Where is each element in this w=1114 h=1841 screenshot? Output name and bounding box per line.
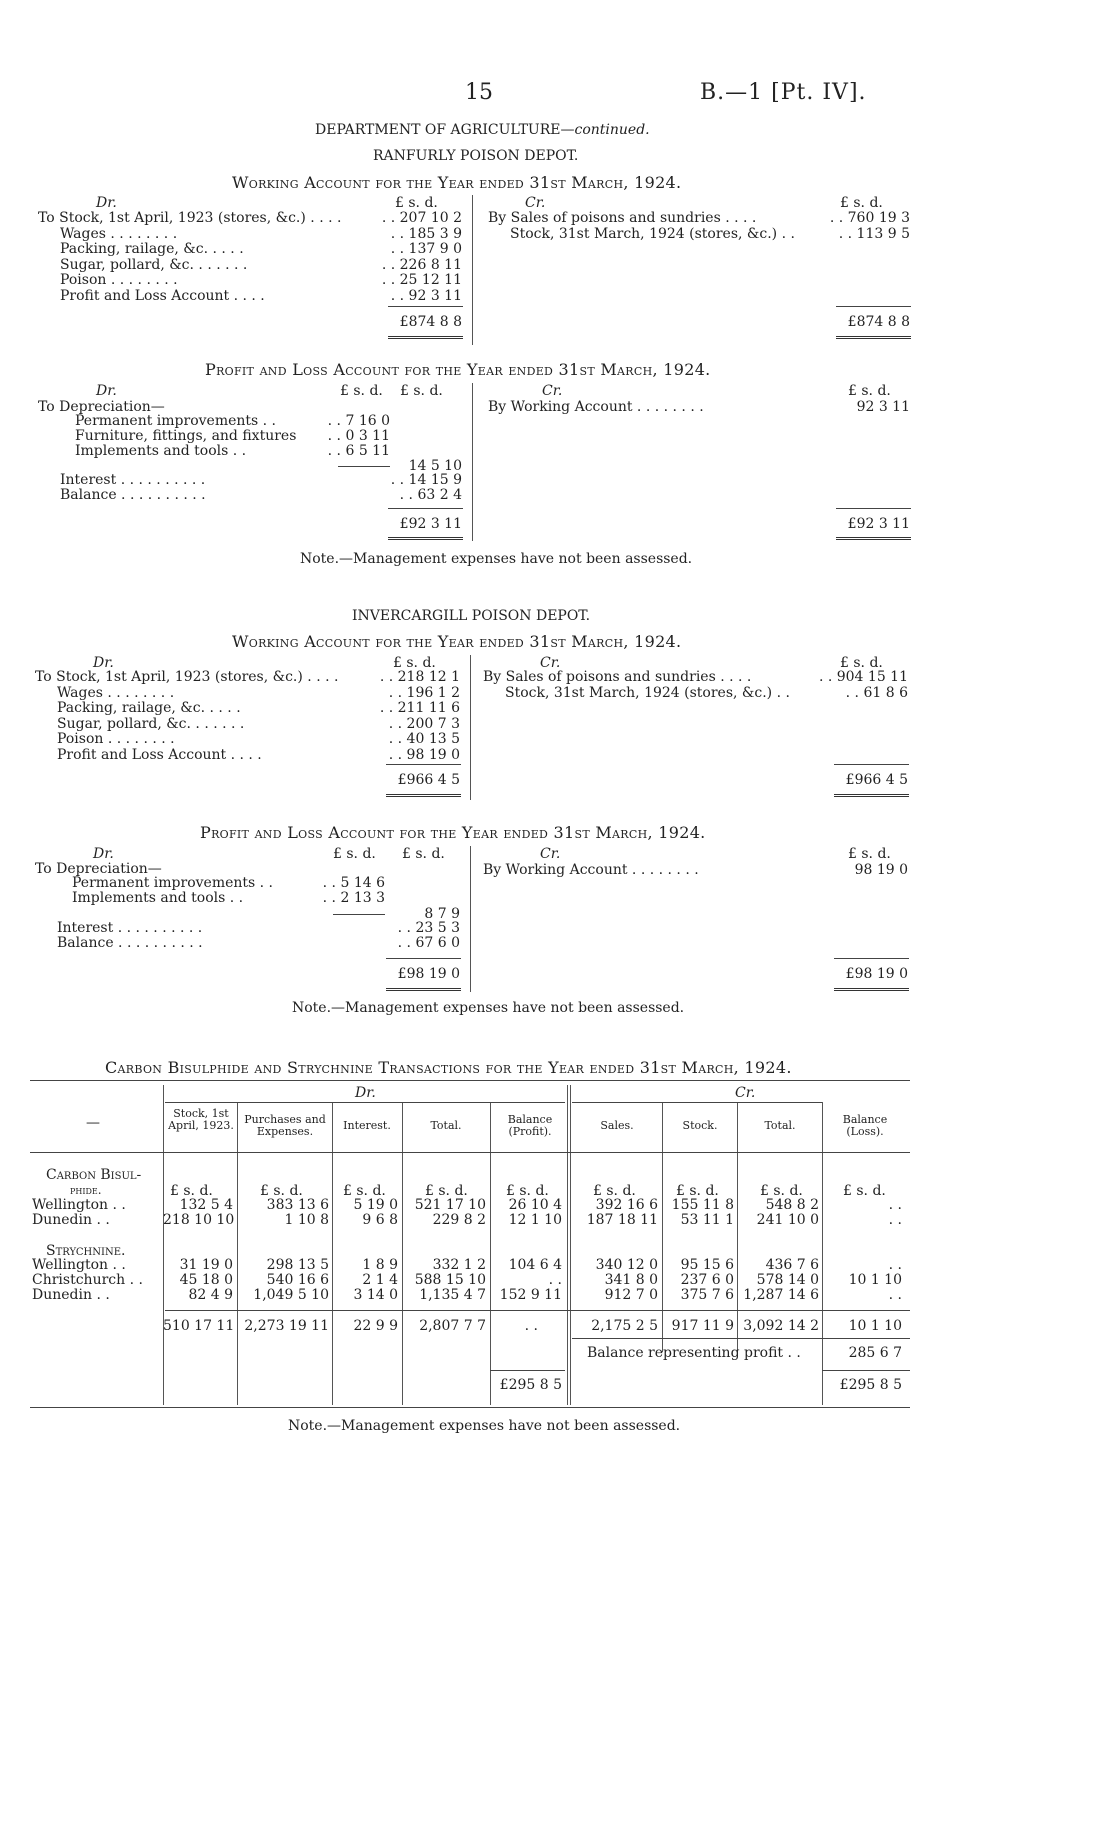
department-title-continued: continued. xyxy=(574,122,650,138)
dr-amount: . . 98 19 0 xyxy=(388,746,460,763)
cell: . . xyxy=(888,1257,902,1273)
rule xyxy=(388,508,463,509)
double-rule xyxy=(388,537,463,540)
cr-items xyxy=(488,211,795,242)
double-rule xyxy=(386,988,461,991)
double-rule xyxy=(386,794,461,797)
total-balance-loss: 10 1 10 xyxy=(848,1318,902,1334)
col-balance-loss xyxy=(822,1198,902,1303)
dr-amount: . . 185 3 9 xyxy=(390,225,462,242)
rule xyxy=(834,958,909,959)
depreciation-amount: . . 0 3 11 xyxy=(327,428,390,444)
lsd-header: £ s. d. xyxy=(340,383,383,399)
group-carbon-bisulphide: Carbon Bisul- xyxy=(46,1167,142,1183)
dr-label: Dr. xyxy=(96,383,117,399)
cr-label: Cr. xyxy=(542,383,563,399)
cell: . . xyxy=(548,1272,562,1288)
invercargill-title: INVERCARGILL POISON DEPOT. xyxy=(352,608,591,624)
pl-amounts xyxy=(348,921,460,951)
ranfurly-pl-title: Profit and Loss Account for the Year ended 31st March, 1924. xyxy=(205,360,711,379)
pl-item: Interest . . . . . . . . . . xyxy=(57,920,203,936)
dr-item: To Stock, 1st April, 1923 (stores, &c.) . . . . xyxy=(38,210,342,226)
lsd-header: £ s. d. xyxy=(425,1183,468,1199)
cr-total: £92 3 11 xyxy=(847,516,910,532)
lsd-header: £ s. d. xyxy=(170,1183,213,1199)
col-total-cr xyxy=(737,1198,819,1303)
cell: . . xyxy=(888,1287,902,1303)
invercargill-note: Note.—Management expenses have not been assessed. xyxy=(292,1000,685,1016)
cell: 5 19 0 xyxy=(353,1197,398,1213)
dr-amount: . . 137 9 0 xyxy=(390,241,462,257)
header-stock-1923: Stock, 1st April, 1923. xyxy=(168,1107,234,1132)
dr-item: Sugar, pollard, &c. . . . . . . xyxy=(57,715,245,732)
cell: 2 1 4 xyxy=(362,1272,398,1288)
cr-amounts xyxy=(780,670,908,701)
lsd-header: £ s. d. xyxy=(840,195,883,211)
cell: 340 12 0 xyxy=(595,1257,658,1273)
col-interest xyxy=(332,1198,398,1303)
header-stock-cr: Stock. xyxy=(682,1119,718,1132)
dr-item: Packing, railage, &c. . . . . xyxy=(57,700,241,716)
cell: 1,049 5 10 xyxy=(253,1287,329,1303)
dr-item: Packing, railage, &c. . . . . xyxy=(60,241,244,257)
dr-item: Wages . . . . . . . . xyxy=(57,684,175,701)
rule xyxy=(822,1370,910,1371)
cell: 26 10 4 xyxy=(508,1197,562,1213)
cr-total: £966 4 5 xyxy=(845,772,908,788)
lsd-header: £ s. d. xyxy=(402,846,445,862)
final-total-profit: £295 8 5 xyxy=(499,1377,562,1393)
cr-amount: 98 19 0 xyxy=(854,862,908,878)
cell: 298 13 5 xyxy=(266,1257,329,1273)
final-total-loss: £295 8 5 xyxy=(839,1377,902,1393)
cr-amount: . . 61 8 6 xyxy=(845,684,908,701)
cr-item: Stock, 31st March, 1924 (stores, &c.) . . xyxy=(505,684,790,701)
col-balance-profit xyxy=(490,1198,562,1303)
cr-total: £98 19 0 xyxy=(845,966,908,982)
total-stock-1923: 510 17 11 xyxy=(163,1318,235,1334)
cell: 104 6 4 xyxy=(508,1257,562,1273)
stub-header: — xyxy=(86,1115,100,1131)
depreciation-item: Implements and tools . . xyxy=(72,890,244,906)
dr-amount: . . 92 3 11 xyxy=(390,287,462,304)
rule xyxy=(386,958,461,959)
rule xyxy=(834,764,909,765)
lsd-header: £ s. d. xyxy=(593,1183,636,1199)
col-sales xyxy=(572,1198,658,1303)
cell: 241 10 0 xyxy=(756,1212,819,1228)
lsd-header: £ s. d. xyxy=(333,846,376,862)
rule xyxy=(30,1152,910,1153)
lsd-header: £ s. d. xyxy=(506,1183,549,1199)
double-rule xyxy=(834,988,909,991)
column-divider xyxy=(472,195,473,345)
dr-label: Dr. xyxy=(93,655,114,671)
depreciation-label: To Depreciation— xyxy=(35,861,162,877)
cell: 548 8 2 xyxy=(765,1197,819,1213)
carbon-row-labels xyxy=(32,1198,126,1228)
depreciation-amount: . . 5 14 6 xyxy=(322,875,385,891)
header-purchases: Purchases and Expenses. xyxy=(244,1113,326,1138)
lsd-header: £ s. d. xyxy=(395,195,438,211)
pl-items xyxy=(57,921,203,951)
rule xyxy=(836,306,911,307)
cell: 540 16 6 xyxy=(266,1272,329,1288)
rule xyxy=(836,508,911,509)
document-reference: B.—1 [Pt. IV]. xyxy=(700,80,867,105)
total-total-dr: 2,807 7 7 xyxy=(419,1318,486,1334)
rule xyxy=(386,764,461,765)
cell: 155 11 8 xyxy=(671,1197,734,1213)
cr-items xyxy=(483,670,790,701)
column-divider xyxy=(470,846,471,992)
pl-items xyxy=(60,473,206,503)
ranfurly-note: Note.—Management expenses have not been assessed. xyxy=(300,551,693,567)
dr-amounts xyxy=(338,670,460,763)
depreciation-amounts xyxy=(290,414,390,459)
cell: 1 8 9 xyxy=(362,1257,398,1273)
cell: 375 7 6 xyxy=(680,1287,734,1303)
cr-label: Cr. xyxy=(540,655,561,671)
cr-amounts xyxy=(780,211,910,242)
rule xyxy=(490,1370,565,1371)
cell: 45 18 0 xyxy=(179,1272,233,1288)
dr-item: Wages . . . . . . . . xyxy=(60,225,178,242)
cell: 341 8 0 xyxy=(604,1272,658,1288)
dr-amount: . . 40 13 5 xyxy=(388,731,460,747)
dr-label: Dr. xyxy=(96,195,117,211)
department-title-main: DEPARTMENT OF AGRICULTURE— xyxy=(315,122,575,138)
row-label: Christchurch . . xyxy=(32,1272,143,1288)
cell: 31 19 0 xyxy=(179,1257,233,1273)
dr-amount: . . 218 12 1 xyxy=(379,669,460,685)
total-balance-profit: . . xyxy=(524,1318,538,1334)
total-purchases: 2,273 19 11 xyxy=(244,1318,329,1334)
dr-item: Poison . . . . . . . . xyxy=(57,731,175,747)
cell: 3 14 0 xyxy=(353,1287,398,1303)
cr-total: £874 8 8 xyxy=(847,314,910,330)
pl-amounts xyxy=(350,473,462,503)
dr-items xyxy=(35,670,338,763)
dr-amount: . . 226 8 11 xyxy=(381,256,462,273)
depreciation-total: 14 5 10 xyxy=(408,458,462,474)
cr-label: Cr. xyxy=(540,846,561,862)
ranfurly-working-title: Working Account for the Year ended 31st March, 1924. xyxy=(232,173,682,192)
carbon-note: Note.—Management expenses have not been assessed. xyxy=(288,1418,681,1434)
dr-items xyxy=(38,211,341,304)
dr-total: £966 4 5 xyxy=(397,772,460,788)
row-label: Dunedin . . xyxy=(32,1287,110,1303)
cell: 9 6 8 xyxy=(362,1212,398,1228)
rule xyxy=(30,1080,910,1081)
header-balance-loss: Balance (Loss). xyxy=(842,1113,888,1138)
col-stock-cr xyxy=(662,1198,734,1303)
header-interest: Interest. xyxy=(343,1119,391,1132)
cell: 521 17 10 xyxy=(414,1197,486,1213)
invercargill-pl-title: Profit and Loss Account for the Year ended 31st March, 1924. xyxy=(200,823,706,842)
lsd-header: £ s. d. xyxy=(848,846,891,862)
cr-label: Cr. xyxy=(525,195,546,211)
header-sales: Sales. xyxy=(600,1119,634,1132)
cell: 53 11 1 xyxy=(680,1212,734,1228)
lsd-header: £ s. d. xyxy=(393,655,436,671)
rule xyxy=(333,914,385,915)
dr-total: £98 19 0 xyxy=(397,966,460,982)
carbon-title: Carbon Bisulphide and Strychnine Transactions for the Year ended 31st March, 1924. xyxy=(105,1058,792,1077)
cell: 132 5 4 xyxy=(179,1197,233,1213)
group-carbon-bisulphide-cont: phide. xyxy=(70,1183,102,1197)
cell: 82 4 9 xyxy=(188,1287,233,1303)
cell: 237 6 0 xyxy=(680,1272,734,1288)
cr-item: Stock, 31st March, 1924 (stores, &c.) . . xyxy=(510,225,795,242)
depreciation-label: To Depreciation— xyxy=(38,399,165,415)
depreciation-item: Implements and tools . . xyxy=(75,443,247,459)
lsd-header: £ s. d. xyxy=(676,1183,719,1199)
dr-label: Dr. xyxy=(93,846,114,862)
depreciation-item: Furniture, fittings, and fixtures xyxy=(75,428,297,444)
lsd-header: £ s. d. xyxy=(760,1183,803,1199)
balance-profit-value: 285 6 7 xyxy=(848,1345,902,1361)
depreciation-amounts xyxy=(290,876,385,906)
department-title xyxy=(315,122,650,138)
cr-amount: . . 113 9 5 xyxy=(838,225,910,242)
depreciation-amount: . . 6 5 11 xyxy=(327,443,390,459)
cell: 152 9 11 xyxy=(499,1287,562,1303)
col-total-dr xyxy=(402,1198,486,1303)
invercargill-working-title: Working Account for the Year ended 31st March, 1924. xyxy=(232,632,682,651)
rule xyxy=(165,1310,910,1311)
dr-amount: . . 211 11 6 xyxy=(379,700,460,716)
cell: 332 1 2 xyxy=(432,1257,486,1273)
cr-item: By Working Account . . . . . . . . xyxy=(483,862,699,878)
lsd-header: £ s. d. xyxy=(260,1183,303,1199)
dr-amounts xyxy=(340,211,462,304)
cr-amount: . . 760 19 3 xyxy=(829,210,910,226)
depreciation-amount: . . 2 13 3 xyxy=(322,890,385,906)
lsd-header: £ s. d. xyxy=(400,383,443,399)
cell: 588 15 10 xyxy=(414,1272,486,1288)
row-label: Wellington . . xyxy=(32,1197,126,1213)
cr-amount: 92 3 11 xyxy=(856,399,910,415)
dr-amount: . . 207 10 2 xyxy=(381,210,462,226)
cell: 1,135 4 7 xyxy=(419,1287,486,1303)
pl-amount: . . 63 2 4 xyxy=(399,487,462,503)
dr-item: Poison . . . . . . . . xyxy=(60,272,178,288)
double-rule xyxy=(836,336,911,339)
col-purchases xyxy=(237,1198,329,1303)
col-stock-1923 xyxy=(163,1198,233,1303)
dr-item: Profit and Loss Account . . . . xyxy=(60,287,265,304)
dr-total: £92 3 11 xyxy=(399,516,462,532)
depreciation-item: Permanent improvements . . xyxy=(72,875,274,891)
header-total-dr: Total. xyxy=(430,1119,462,1132)
cr-label: Cr. xyxy=(735,1085,756,1101)
balance-profit-label: Balance representing profit . . xyxy=(587,1345,801,1361)
total-stock-cr: 917 11 9 xyxy=(671,1318,734,1334)
pl-amount: . . 67 6 0 xyxy=(397,935,460,951)
lsd-header: £ s. d. xyxy=(840,655,883,671)
cell: 229 8 2 xyxy=(432,1212,486,1228)
group-strychnine: Strychnine. xyxy=(46,1243,126,1259)
pl-item: Balance . . . . . . . . . . xyxy=(60,487,206,503)
cr-item: By Sales of poisons and sundries . . . . xyxy=(483,669,752,685)
dr-amount: . . 25 12 11 xyxy=(381,272,462,288)
column-divider xyxy=(570,1085,571,1405)
row-label: Wellington . . xyxy=(32,1257,126,1273)
depreciation-total: 8 7 9 xyxy=(424,906,460,922)
cell: 95 15 6 xyxy=(680,1257,734,1273)
column-divider xyxy=(470,655,471,800)
cr-item: By Working Account . . . . . . . . xyxy=(488,399,704,415)
rule xyxy=(572,1102,822,1103)
row-label: Dunedin . . xyxy=(32,1212,110,1228)
column-divider xyxy=(472,383,473,541)
depreciation-item: Permanent improvements . . xyxy=(75,413,277,429)
cr-item: By Sales of poisons and sundries . . . . xyxy=(488,210,757,226)
double-rule xyxy=(834,794,909,797)
total-interest: 22 9 9 xyxy=(353,1318,398,1334)
strychnine-row-labels xyxy=(32,1258,143,1303)
lsd-header: £ s. d. xyxy=(848,383,891,399)
pl-item: Balance . . . . . . . . . . xyxy=(57,935,203,951)
cell: 187 18 11 xyxy=(586,1212,658,1228)
rule xyxy=(388,306,463,307)
cell: . . xyxy=(888,1212,902,1228)
dr-label: Dr. xyxy=(355,1085,376,1101)
header-balance-profit: Balance (Profit). xyxy=(507,1113,553,1138)
cell: 578 14 0 xyxy=(756,1272,819,1288)
ranfurly-title: RANFURLY POISON DEPOT. xyxy=(373,148,579,164)
dr-item: Sugar, pollard, &c. . . . . . . xyxy=(60,256,248,273)
rule xyxy=(572,1338,910,1339)
depreciation-amount: . . 7 16 0 xyxy=(327,413,390,429)
pl-item: Interest . . . . . . . . . . xyxy=(60,472,206,488)
pl-amount: . . 23 5 3 xyxy=(397,920,460,936)
cell: . . xyxy=(888,1197,902,1213)
rule xyxy=(338,466,390,467)
cell: 436 7 6 xyxy=(765,1257,819,1273)
cell: 10 1 10 xyxy=(848,1272,902,1288)
header-total-cr: Total. xyxy=(764,1119,796,1132)
dr-item: To Stock, 1st April, 1923 (stores, &c.) . . . . xyxy=(35,669,339,685)
dr-amount: . . 200 7 3 xyxy=(388,715,460,732)
cell: 392 16 6 xyxy=(595,1197,658,1213)
pl-amount: . . 14 15 9 xyxy=(390,472,462,488)
double-rule xyxy=(836,537,911,540)
column-divider xyxy=(567,1085,568,1405)
cell: 383 13 6 xyxy=(266,1197,329,1213)
lsd-header: £ s. d. xyxy=(843,1183,886,1199)
depreciation-items xyxy=(72,876,273,906)
rule xyxy=(30,1407,910,1408)
dr-total: £874 8 8 xyxy=(399,314,462,330)
dr-amount: . . 196 1 2 xyxy=(388,684,460,701)
cell: 218 10 10 xyxy=(163,1212,235,1228)
depreciation-items xyxy=(75,414,296,459)
double-rule xyxy=(388,336,463,339)
page-number: 15 xyxy=(465,80,493,105)
rule xyxy=(165,1102,565,1103)
cell: 912 7 0 xyxy=(604,1287,658,1303)
total-total-cr: 3,092 14 2 xyxy=(743,1318,819,1334)
dr-item: Profit and Loss Account . . . . xyxy=(57,746,262,763)
lsd-header: £ s. d. xyxy=(343,1183,386,1199)
cell: 1,287 14 6 xyxy=(743,1287,819,1303)
cell: 12 1 10 xyxy=(508,1212,562,1228)
total-sales: 2,175 2 5 xyxy=(591,1318,658,1334)
cell: 1 10 8 xyxy=(284,1212,329,1228)
cr-amount: . . 904 15 11 xyxy=(818,669,908,685)
